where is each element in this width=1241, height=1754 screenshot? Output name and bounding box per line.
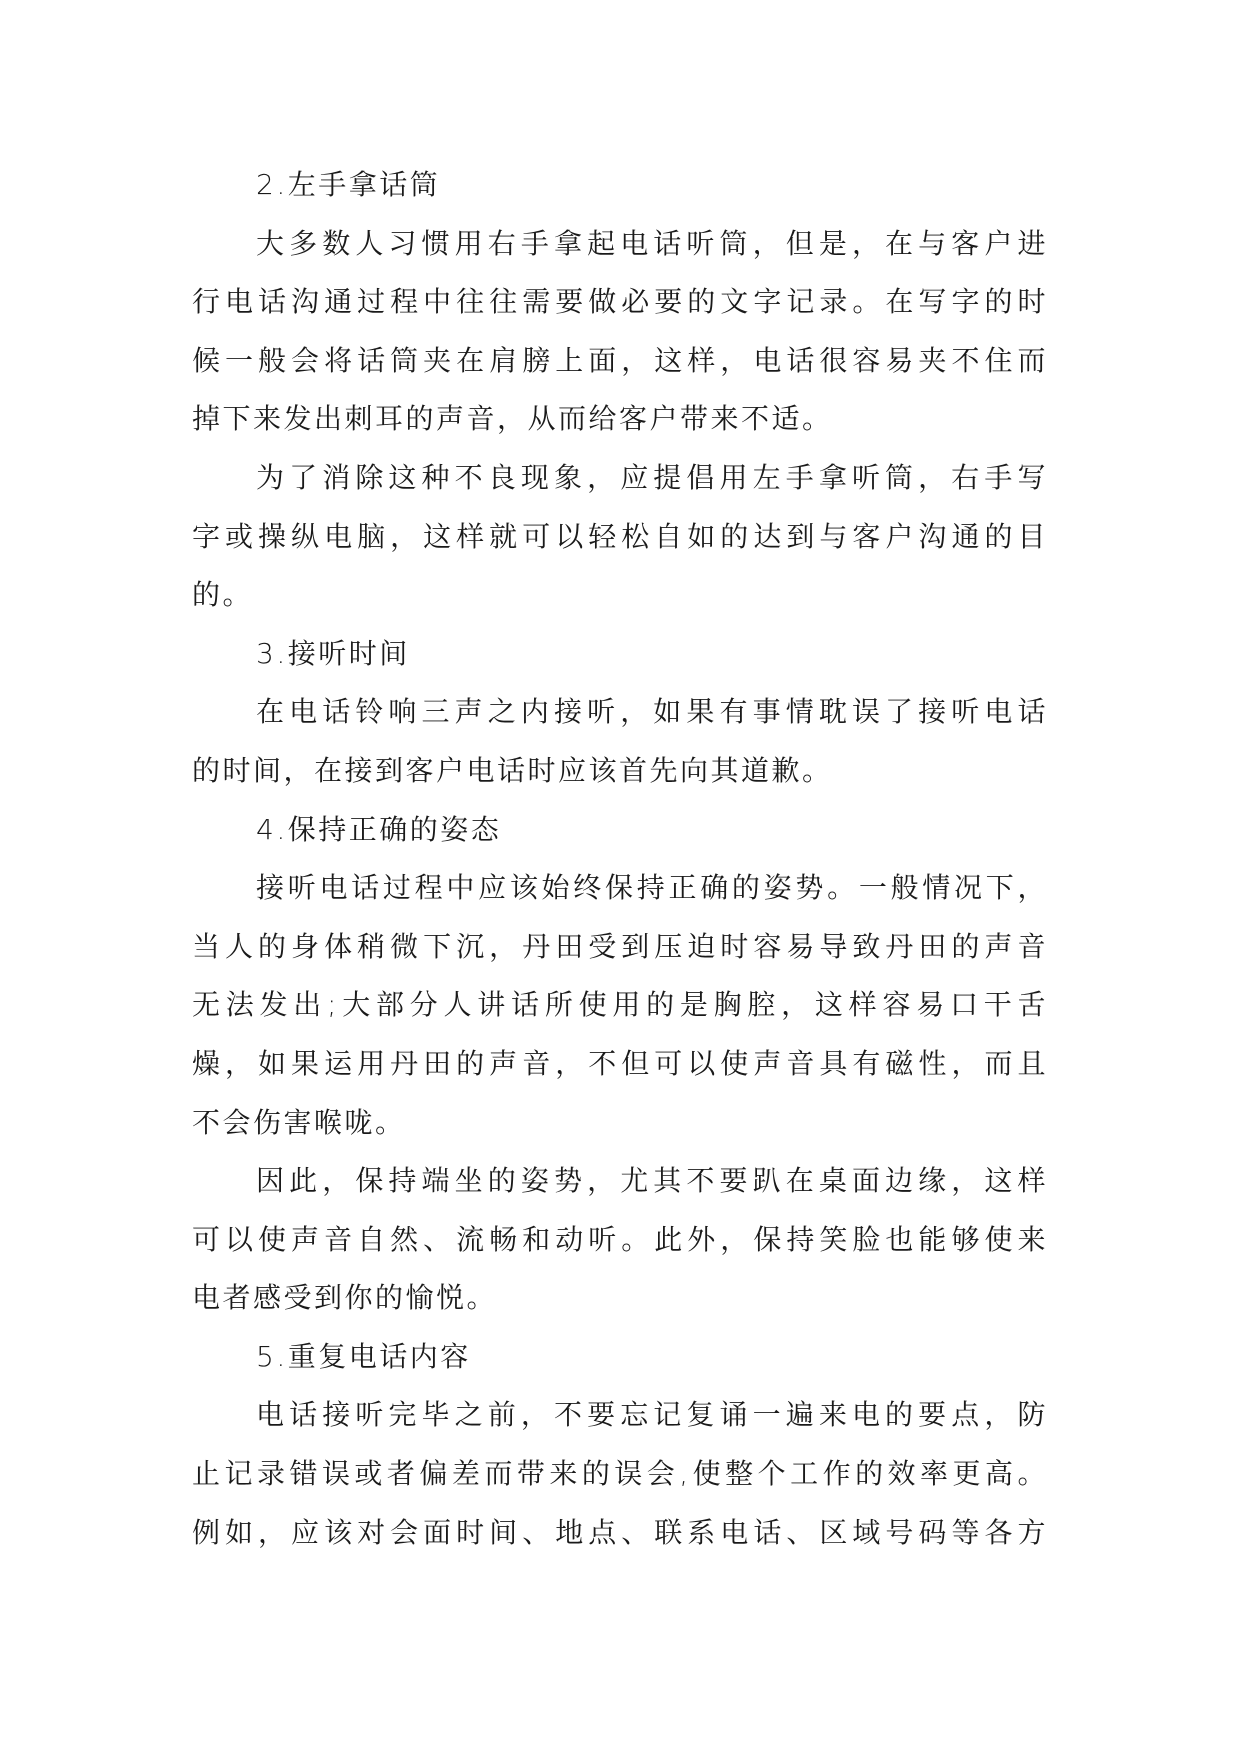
- text-line: 电话接听完毕之前，不要忘记复诵一遍来电的要点，防: [256, 1398, 1048, 1432]
- section-heading: 4.保持正确的姿态: [256, 812, 502, 846]
- text-line: 的。: [192, 578, 254, 612]
- text-line: 接听电话过程中应该始终保持正确的姿势。一般情况下，: [256, 871, 1048, 905]
- text-line: 燥，如果运用丹田的声音，不但可以使声音具有磁性，而且: [192, 1046, 1048, 1080]
- text-line: 掉下来发出刺耳的声音，从而给客户带来不适。: [192, 402, 833, 436]
- text-line: 例如，应该对会面时间、地点、联系电话、区域号码等各方: [192, 1515, 1048, 1549]
- text-line: 止记录错误或者偏差而带来的误会,使整个工作的效率更高。: [192, 1457, 1048, 1491]
- section-heading: 5.重复电话内容: [256, 1339, 471, 1373]
- text-line: 电者感受到你的愉悦。: [192, 1281, 498, 1315]
- document-page: [192, 156, 1048, 1562]
- text-line: 行电话沟通过程中往往需要做必要的文字记录。在写字的时: [192, 285, 1048, 319]
- text-line: 无法发出;大部分人讲话所使用的是胸腔，这样容易口干舌: [192, 988, 1048, 1022]
- section-heading: 2.左手拿话筒: [256, 168, 441, 201]
- text-line: 当人的身体稍微下沉，丹田受到压迫时容易导致丹田的声音: [192, 929, 1048, 963]
- text-line: 候一般会将话筒夹在肩膀上面，这样，电话很容易夹不住而: [192, 343, 1048, 377]
- text-line: 可以使声音自然、流畅和动听。此外，保持笑脸也能够使来: [192, 1222, 1048, 1256]
- text-line: 大多数人习惯用右手拿起电话听筒，但是，在与客户进: [256, 226, 1048, 260]
- text-line: 为了消除这种不良现象，应提倡用左手拿听筒，右手写: [256, 460, 1048, 494]
- text-line: 的时间，在接到客户电话时应该首先向其道歉。: [192, 753, 833, 787]
- text-line: 不会伤害喉咙。: [192, 1105, 406, 1139]
- text-line: 因此，保持端坐的姿势，尤其不要趴在桌面边缘，这样: [256, 1164, 1048, 1198]
- section-heading: 3.接听时间: [256, 636, 410, 670]
- text-line: 字或操纵电脑，这样就可以轻松自如的达到与客户沟通的目: [192, 519, 1048, 553]
- text-line: 在电话铃响三声之内接听，如果有事情耽误了接听电话: [256, 695, 1048, 729]
